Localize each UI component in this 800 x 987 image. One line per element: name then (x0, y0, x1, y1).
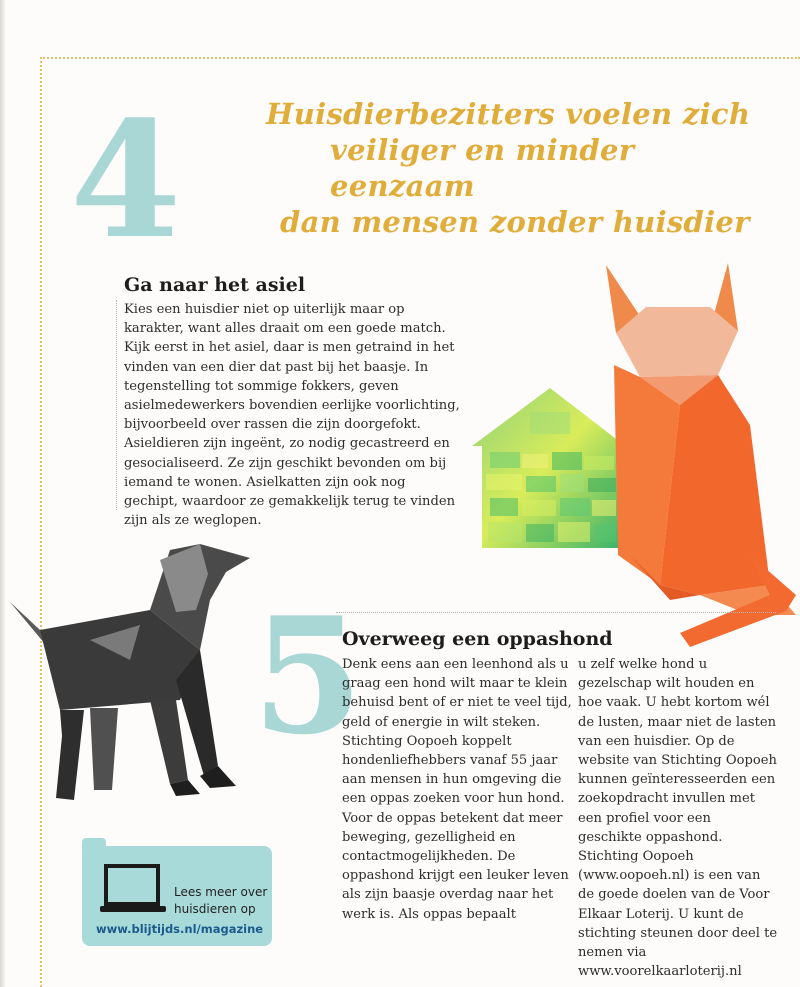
section-5-divider (336, 612, 776, 613)
section-number-5: 5 (252, 582, 364, 770)
origami-dog-illustration (0, 540, 270, 800)
headline-line-3: dan mensen zonder huisdier (280, 205, 750, 239)
headline-line-1: Huisdierbezitters voelen zich (266, 97, 751, 131)
section-number-4: 4 (70, 86, 182, 274)
section-5-title: Overweeg een oppashond (342, 628, 613, 650)
page-headline (230, 96, 760, 240)
promo-text: Lees meer over huisdieren op (174, 885, 268, 916)
headline-line-2: veiliger en minder eenzaam (330, 133, 635, 203)
dotted-border-top (40, 57, 800, 59)
laptop-icon (100, 864, 166, 916)
section-4-divider (116, 300, 117, 510)
dotted-border-left (40, 57, 42, 987)
promo-link[interactable]: www.blijtijds.nl/magazine (96, 922, 264, 936)
section-5-column-2: u zelf welke hond u gezelschap wilt houden en hoe vaak. U hebt kortom wél de lusten, maar niet de lasten van een huisdier. Op de website van Stichting Oopoeh kunnen geïnteresseerden een zoekopdracht invullen met een profiel voor een geschikte oppashond. Stichting Oopoeh (www.oopoeh.nl) is een van de goede doelen van de Voor Elkaar Loterij. U kunt de stichting steunen door deel te nemen via www.voorelkaarloterij.nl (578, 657, 778, 980)
page-fold-shadow (0, 0, 6, 987)
section-4-title: Ga naar het asiel (124, 274, 306, 296)
section-5-column-1: Denk eens aan een leenhond als u graag een hond wilt maar te klein behuisd bent of er niet te veel tijd, geld of energie in wilt steken. Stichting Oopoeh koppelt hondenliefhebbers vanaf 55 jaar aan mensen in hun omgeving die een oppas zoeken voor hun hond. Voor de oppas betekent dat meer beweging, gezelligheid en contactmogelijkheden. De oppashond krijgt een leuker leven als zijn baasje overdag naar het werk is. Als oppas bepaalt (342, 657, 572, 922)
origami-cat-illustration (600, 255, 800, 655)
section-4-body: Kies een huisdier niet op uiterlijk maar op karakter, want alles draait om een goede match. Kijk eerst in het asiel, daar is men getraind in het vinden van een dier dat past bij het baasje. In tegenstelling tot sommige fokkers, geven asielmedewerkers bovendien eerlijke voorlichting, bijvoorbeeld over rassen die zijn doorgefokt. Asieldieren zijn ingeënt, zo nodig gecastreerd en gesocialiseerd. Ze zijn geschikt bevonden om bij iemand te wonen. Asielkatten zijn ook nog gechipt, waardoor ze gemakkelijk terug te vinden zijn als ze weglopen. (124, 302, 460, 529)
